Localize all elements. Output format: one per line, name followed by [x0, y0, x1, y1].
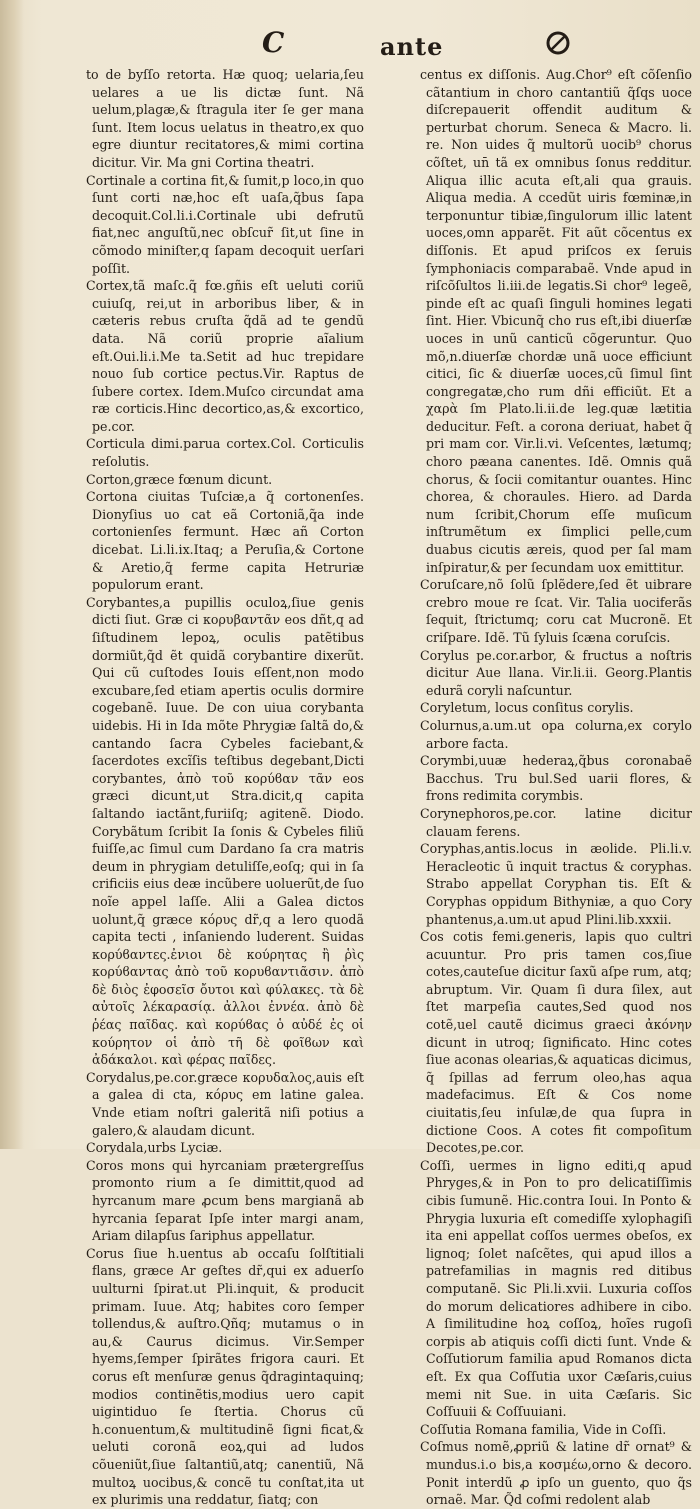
entry-corydala: Corydala,urbs Lyciæ.: [86, 1140, 223, 1156]
header-word: ante: [380, 32, 444, 61]
left-column: [86, 66, 364, 1509]
right-column: [420, 66, 692, 1509]
entry-colurnus: Colurnus,a.um.ut opa colurna,ex corylo arbore facta.: [420, 717, 692, 751]
entry-corylus: Corylus pe.cor.arbor, & fructus a noſtris dicitur Aue llana. Vir.li.ii. Georg.Plantis edurã coryli naſcuntur.: [420, 647, 692, 698]
entry-chorus-continued: centus ex diſſonis. Aug.Chor⁹ eſt cõſenſio cãtantium in choro cantantiũ q̃ſqs uoce diſcrepauerit offendit auditum & perturbat chorum. Seneca & Macro. li. re. Non uides q̃ multorũ uocib⁹ chorus cõſtet, un̄ tã ex omnibus ſonus redditur. Aliqua illic acuta eſt,ali qua grauis. Aliqua media. A ccedũt uiris fœminæ,in terponuntur tibiæ,ſingulorum illic latent uoces,omn apparẽt. Fit aũt cõcentus ex diſſonis. Et apud priſcos ex ſeruis ſymphoniacis comparabaẽ. Vnde apud in riſcõſultos li.iii.de legatis.Si chor⁹ legeẽ, pinde eſt ac quaſi ſinguli homines legati ſint. Hier. Vbicunq̃ cho rus eſt,ibi diuerſæ uoces in unũ canticũ cõgeruntur. Quo mõ,n.diuerſæ chordæ unã uoce efficiunt citici, ſic & diuerſæ uoces,cũ ſimul ſint congregatæ,cho rum dñi efficiũt. Et a χαρὰ ſm Plato.li.ii.de leg.quæ lætitia deducitur. Feſt. a corona deriuat, habet q̃ pri mam cor. Vir.li.vi. Veſcentes, lætumq; choro pæana canentes. Idẽ. Omnis quã chorus, & ſocii comitantur ouantes. Hinc chorea, & choraules. Hiero. ad Darda num ſcribit,Chorum eſſe muſicum inſtrumẽtum ex ſimplici pelle,cum duabus cicutis æreis, quod per ſal mam inſpiratur,& per ſecundam uox emittitur.: [420, 67, 692, 575]
entry-corticula: Corticula dimi.parua cortex.Col. Corticulis reſolutis.: [86, 436, 364, 470]
entry-cortinale: Cortinale a cortina fit,& ſumit,p loco,in quo ſunt corti næ,hoc eſt uaſa,q̃bus ſapa decoquit.Col.li.i.Cortinale ubi defrutũ fiat,nec anguſtũ,nec obſcur̃ ſit,ut ſine in cõmodo miniſter,q ſapam decoquit uerſari poſſit.: [86, 172, 364, 276]
page-gutter-shadow: [0, 0, 24, 1149]
entry-corybantes: Corybantes,a pupillis oculoꝝ,ſiue genis dicti ſiut. Græ ci κορυβαντᾶν eos dñt,q ad ſiſtudinem lepoꝝ, oculis patẽtibus dormiũt,q̃d ẽt quidã corybantire dixerũt. Qui cũ cuſtodes Iouis eſſent,non modo excubare,ſed etiam apertis oculis dormire cogebanẽ. Iuue. De con uiua corybanta uidebis. Hi in Ida mõte Phrygiæ ſaltã do,& cantando ſacra Cybeles faciebant,& ſacerdotes excĩſis teſtibus degebant,Dicti corybantes, ἀπὸ τοῦ κορύϐαν τᾶν eos græci dicunt,ut Stra.dicit,q capita ſaltando iactãnt,furiiſq; agitenẽ. Diodo. Corybãtum ſcribit Ia ſonis & Cybeles filiũ fuiſſe,ac ſimul cum Dardano ſa cra matris deum in phrygiam detuliſſe,eoſq; qui in ſa crificiis eius deæ incũbere uoluerũt,de ſuo noĩe appel laſſe. Alii a Galea dictos uolunt,q̃ græce κόρυς dr̃,q a lero quodã capita tecti , inſaniendo luderent. Suidas κορύϐαντες.ἐνιοι δὲ κούρητας ἢ ῥὶς κορύϐαντας ἀπὸ τοῦ κορυϐαντιᾶσιν. ἀπὸ δὲ διὸς ἐφοσεῖσ ὄυτοι καὶ φύλακες. τὰ δὲ αὐτοῖς λέκαρασίᾳ. ἀλλοι ἐννέα. ἀπὸ δὲ ῥέας παῖδας. καὶ κορύϐας ὁ αὐδέ ἐς οἱ κούρητον οἱ ἀπὸ τῆ δὲ φοῖϐων καὶ ἀδάκαλοι. καὶ φέρας παῖδες.: [86, 594, 364, 1068]
entry-cos: Cos cotis femi.generis, lapis quo cultri acuuntur. Pro pris tamen cos,ſiue cotes,cauteſue dicitur ſaxũ aſpe rum, atq; abruptum. Vir. Quam ſi dura ſilex, aut ſtet marpeſia cautes,Sed quod nos cotẽ,uel cautẽ dicimus graeci ἀκόνην dicunt in utroq; ſignificato. Hinc cotes ſiue aconas olearias,& aquaticas dicimus, q̃ ſpillas ad ferrum oleo,has aqua madefacimus. Eſt & Cos nome ciuitatis,ſeu inſulæ,de qua ſupra in dictione Coos. A cotes fit compoſitum Decotes,pe.cor.: [420, 929, 692, 1156]
entry-coryletum: Coryletum, locus conſitus corylis.: [420, 700, 634, 716]
header-letter: C: [262, 26, 285, 59]
folio-mark-icon: [545, 30, 571, 56]
entry-cossi: Coſſi, uermes in ligno editi,q apud Phryges,& in Pon to pro delicatiſſimis cibis ſumunẽ. Hic.contra Ioui. In Ponto & Phrygia luxuria eſt comediſſe xylophagiſi ita eni appellat coſſos uermes obeſos, ex lignoq; ſolet naſcẽtes, qui apud illos a patrefamilias in magnis red ditibus computanẽ. Sic Pli.li.xvii. Luxuria coſſos do morum delicatiores adhibere in cibo. A ſimilitudine hoꝝ coſſoꝝ, hoĩes rugoſi corpis ab atiquis coſſi dicti ſunt. Vnde & Coſſutiorum familia apud Romanos dicta eſt. Ex qua Coſſutia uxor Cæſaris,cuius memi nit Sue. in uita Cæſaris. Sic Coſſuuii & Coſſuuiani.: [420, 1157, 692, 1420]
running-header: [0, 26, 700, 66]
entry-cossutia: Coſſutia Romana familia, Vide in Coſſi.: [420, 1421, 667, 1437]
entry-corus: Corus ſiue h.uentus ab occaſu ſolſtitiali flans, græce Ar geſtes dr̃,qui ex aduerſo uulturni ſpirat.ut Pli.inquit, & producit primam. Iuue. Atq; habites coro ſemper tollendus,& auſtro.Qñq; mutamus o in au,& Caurus dicimus. Vir.Semper hyems,ſemper ſpirãtes frigora cauri. Et corus eſt menſuræ genus q̃dragintaquinq; modios continẽtis,modius uero capit uigintiduo ſe ſtertia. Chorus cũ h.conuentum,& multitudinẽ ſigni ficat,& ueluti coronã eoꝝ,qui ad ludos cõueniũt,ſiue ſaltantiũ,atq; canentiũ, Nã multoꝝ uocibus,& concẽ tu conſtat,ita ut ex plurimis una reddatur, ſiatq; con: [86, 1245, 364, 1508]
entry-cortona: Cortona ciuitas Tuſciæ,a q̃ cortonenſes. Dionyſius uo cat eã Cortoniã,q̃a inde cortonienſes fermunt. Hæc añ Corton dicebat. Li.li.ix.Itaq; a Peruſia,& Cortone & Aretio,q̃ ferme capita Hetruriæ populorum erant.: [86, 489, 364, 593]
entry-corton: Corton,græce fœnum dicunt.: [86, 471, 273, 487]
entry-cortex: Cortex,tã maſc.q̃ fœ.gñis eſt ueluti coriũ cuiuſq, rei,ut in arboribus liber, & in cæteris rebus cruſta q̃dã ad te gendũ data. Nã coriũ proprie aĩalium eſt.Oui.li.i.Me ta.Setit ad huc trepidare nouo ſub cortice pectus.Vir. Raptus de ſubere cortex. Idem.Muſco circundat ama ræ corticis.Hinc decortico,as,& excortico, pe.cor.: [86, 278, 364, 434]
entry-coryphas: Coryphas,antis.locus in æolide. Pli.li.v. Heracleotic ũ inquit tractus & coryphas. Strabo appellat Coryphan tis. Eſt & Coryphas oppidum Bithyniæ, a quo Cory phantenus,a.um.ut apud Plini.lib.xxxii.: [420, 841, 692, 927]
entry-coros: Coros mons qui hyrcaniam prætergreſſus promonto rium a ſe dimittit,quod ad hyrcanum mare ꝓcum bens margianã ab hyrcania ſeparat Ipſe inter margi anam, Ariam dilapſus ſariphus appellatur.: [86, 1157, 364, 1244]
entry-corydalus: Corydalus,pe.cor.græce κορυδαλος,auis eſt a galea di cta, κόρυς em latine galea. Vnde etiam noſtri galeritã niſi potius a galero,& alaudam dicunt.: [86, 1069, 364, 1138]
entry-corymbi: Corymbi,uuæ hederaꝝ,q̃bus coronabaẽ Bacchus. Tru bul.Sed uarii flores, & frons redimita corymbis.: [420, 753, 692, 804]
entry-corynephoros: Corynephoros,pe.cor. latine dicitur clauam ferens.: [420, 805, 692, 839]
entry-coruscare: Coruſcare,nõ ſolũ ſplẽdere,ſed ẽt uibrare crebro moue re ſcat. Vir. Talia uociferãs ſequit, ſtrictumq; coru cat Mucronẽ. Et criſpare. Idẽ. Tũ ſyluis ſcæna coruſcis.: [420, 577, 692, 645]
entry-cosmus: Coſmus nomẽ,ꝓpriũ & latine dr̃ ornat⁹ & mundus.i.o bis,a κοσμέω,orno & decoro. Ponit interdũ ꝓ ipſo un guento, quo q̃s ornaẽ. Mar. Q̃d coſmi redolent alab: [420, 1439, 692, 1508]
entry-cortina-continued: to de byſſo retorta. Hæ quoq; uelaria,ſeu uelares a ue lis dictæ ſunt. Nã uelum,plagæ,& ſtragula iter ſe ger mana ſunt. Item locus uelatus in theatro,ex quo egre diuntur recitatores,& mimi cortina dicitur. Vir. Ma gni Cortina theatri.: [86, 67, 364, 170]
